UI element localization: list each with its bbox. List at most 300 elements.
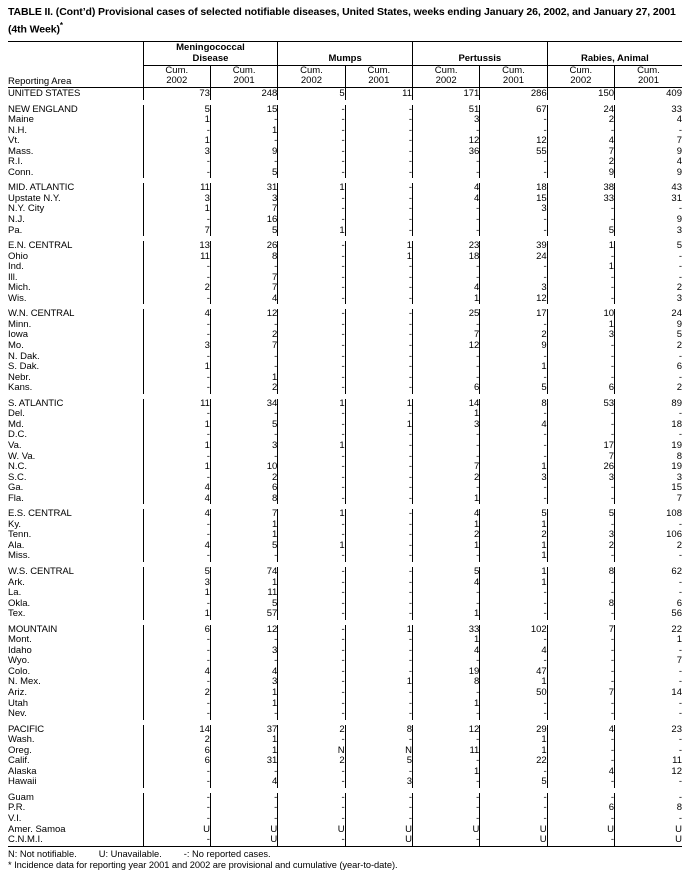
row-value-cell: 4	[143, 667, 210, 678]
table-body	[8, 87, 682, 846]
row-value-cell: 1	[143, 588, 210, 599]
footnote-legend-line	[8, 849, 682, 861]
row-area-label: Ind.	[8, 261, 24, 273]
row-value-cell: -	[480, 793, 547, 804]
row-value-cell: 55	[480, 147, 547, 158]
row-value-cell: 7	[547, 625, 614, 636]
row-value-cell: -	[480, 409, 547, 420]
row-value-cell: -	[143, 677, 210, 688]
table-header	[8, 41, 682, 87]
row-value-cell: 6	[143, 625, 210, 636]
row-value-cell: -	[412, 814, 479, 825]
row-value-cell: -	[412, 756, 479, 767]
row-area-label: Maine	[8, 114, 34, 126]
row-value-cell: 12	[615, 767, 682, 778]
row-value-cell: 1	[143, 420, 210, 431]
row-value-cell: 4	[143, 494, 210, 505]
row-value-cell: -	[143, 520, 210, 531]
row-value-cell: 5	[480, 777, 547, 788]
row-value-cell: -	[412, 793, 479, 804]
row-value-cell: -	[345, 147, 412, 158]
row-value-cell: -	[412, 835, 479, 846]
row-value-cell: 1	[143, 441, 210, 452]
row-value-cell: -	[547, 635, 614, 646]
row-value-cell: -	[345, 599, 412, 610]
row-value-cell: -	[278, 105, 345, 116]
header-men-cum-2001-line1: Cum.	[232, 64, 256, 76]
table-row	[8, 273, 682, 284]
row-area-label: Ky.	[8, 518, 22, 530]
row-value-cell: 5	[210, 168, 277, 179]
row-value-cell: 34	[210, 399, 277, 410]
row-value-cell: -	[480, 709, 547, 720]
header-group-mumps	[278, 41, 413, 65]
row-value-cell: 5	[278, 87, 345, 100]
row-value-cell: -	[143, 157, 210, 168]
row-value-cell: 39	[480, 241, 547, 252]
row-value-cell: 11	[412, 746, 479, 757]
table-row	[8, 656, 682, 667]
row-value-cell: -	[210, 635, 277, 646]
row-area-label: N. Dak.	[8, 350, 40, 362]
row-value-cell: 150	[547, 87, 614, 100]
row-area-label: C.N.M.I.	[8, 835, 143, 846]
row-value-cell: 1	[480, 677, 547, 688]
row-value-cell: -	[345, 352, 412, 363]
row-value-cell: 1	[480, 551, 547, 562]
row-value-cell: -	[547, 494, 614, 505]
row-value-cell: 37	[210, 725, 277, 736]
row-value-cell: 1	[143, 362, 210, 373]
row-area-label: Nev.	[8, 708, 27, 720]
row-value-cell: -	[345, 341, 412, 352]
row-area-label: Guam	[8, 791, 34, 803]
row-value-cell: -	[615, 204, 682, 215]
row-value-cell: -	[345, 656, 412, 667]
row-value-cell: 24	[480, 252, 547, 263]
row-value-cell: 2	[480, 530, 547, 541]
page-title-superscript: *	[59, 21, 63, 30]
row-value-cell: U	[210, 835, 277, 846]
row-value-cell: -	[615, 735, 682, 746]
row-value-cell: 2	[480, 330, 547, 341]
row-area-label: Ala.	[8, 539, 25, 551]
row-value-cell: 1	[278, 441, 345, 452]
table-row	[8, 803, 682, 814]
row-value-cell: 1	[345, 252, 412, 263]
row-value-cell: 12	[412, 725, 479, 736]
row-value-cell: -	[345, 183, 412, 194]
table-row	[8, 430, 682, 441]
table-row	[8, 462, 682, 473]
row-value-cell: -	[412, 430, 479, 441]
header-sub-row	[8, 65, 682, 87]
row-value-cell: 1	[480, 362, 547, 373]
header-group-pertussis-line1: Pertussis	[458, 52, 502, 64]
row-value-cell: -	[345, 699, 412, 710]
header-men-cum-2001	[210, 65, 277, 87]
table-row	[8, 352, 682, 363]
table-row	[8, 452, 682, 463]
row-value-cell: 5	[412, 567, 479, 578]
row-value-cell: 1	[210, 530, 277, 541]
row-value-cell: -	[615, 777, 682, 788]
row-value-cell: -	[345, 588, 412, 599]
row-value-cell: -	[412, 373, 479, 384]
table-row	[8, 262, 682, 273]
row-value-cell: -	[345, 373, 412, 384]
row-value-cell: -	[480, 126, 547, 137]
table-row	[8, 241, 682, 252]
row-value-cell: 6	[547, 803, 614, 814]
row-value-cell: 1	[210, 126, 277, 137]
row-value-cell: 1	[547, 262, 614, 273]
row-value-cell: 33	[547, 194, 614, 205]
row-value-cell: 4	[615, 157, 682, 168]
row-value-cell: 89	[615, 399, 682, 410]
row-value-cell: 31	[210, 183, 277, 194]
row-value-cell: -	[547, 735, 614, 746]
row-value-cell: 2	[615, 341, 682, 352]
row-area-label: W.S. CENTRAL	[8, 565, 74, 577]
row-value-cell: -	[480, 609, 547, 620]
row-area-label: E.S. CENTRAL	[8, 508, 72, 520]
row-value-cell: -	[345, 609, 412, 620]
row-value-cell: -	[345, 578, 412, 589]
row-value-cell: 8	[210, 494, 277, 505]
row-value-cell: -	[143, 168, 210, 179]
row-value-cell: -	[480, 588, 547, 599]
row-value-cell: 3	[143, 147, 210, 158]
table-row	[8, 320, 682, 331]
row-value-cell: 12	[480, 294, 547, 305]
table-row	[8, 341, 682, 352]
row-value-cell: 5	[210, 226, 277, 237]
row-value-cell: 11	[143, 183, 210, 194]
row-value-cell: -	[345, 530, 412, 541]
row-value-cell: 1	[278, 541, 345, 552]
header-mumps-cum-2001-line2: 2001	[368, 75, 390, 86]
row-value-cell: -	[412, 688, 479, 699]
row-value-cell: -	[278, 252, 345, 263]
row-value-cell: -	[547, 588, 614, 599]
row-value-cell: 4	[412, 509, 479, 520]
row-value-cell: -	[278, 803, 345, 814]
row-area-label: Wash.	[8, 734, 35, 746]
row-value-cell: -	[615, 273, 682, 284]
row-value-cell: 8	[615, 803, 682, 814]
row-value-cell: -	[480, 599, 547, 610]
table-row	[8, 409, 682, 420]
row-value-cell: -	[412, 551, 479, 562]
row-area-label: Iowa	[8, 329, 29, 341]
notifiable-diseases-table	[8, 41, 682, 847]
row-value-cell: 2	[210, 473, 277, 484]
row-value-cell: -	[345, 362, 412, 373]
row-value-cell: -	[210, 551, 277, 562]
table-row	[8, 147, 682, 158]
row-value-cell: 18	[412, 252, 479, 263]
row-value-cell: 4	[615, 115, 682, 126]
row-value-cell: -	[210, 320, 277, 331]
row-value-cell: -	[547, 126, 614, 137]
row-value-cell: -	[143, 793, 210, 804]
row-value-cell: 7	[547, 688, 614, 699]
row-value-cell: U	[615, 825, 682, 836]
row-value-cell: -	[278, 126, 345, 137]
table-row	[8, 204, 682, 215]
row-value-cell: 3	[345, 777, 412, 788]
row-value-cell: -	[547, 756, 614, 767]
row-value-cell: 24	[615, 309, 682, 320]
row-value-cell: 5	[210, 541, 277, 552]
row-value-cell: -	[210, 814, 277, 825]
row-value-cell: -	[412, 362, 479, 373]
row-value-cell: 1	[412, 494, 479, 505]
row-value-cell: -	[345, 541, 412, 552]
row-value-cell: 1	[143, 462, 210, 473]
row-value-cell: -	[278, 473, 345, 484]
row-value-cell: 43	[615, 183, 682, 194]
row-area-label: Mont.	[8, 634, 32, 646]
row-value-cell: 3	[547, 473, 614, 484]
row-value-cell: 31	[210, 756, 277, 767]
row-value-cell: -	[143, 699, 210, 710]
header-pert-cum-2001-line2: 2001	[502, 75, 525, 86]
row-value-cell: -	[547, 430, 614, 441]
row-value-cell: -	[345, 635, 412, 646]
row-value-cell: 19	[412, 667, 479, 678]
row-value-cell: -	[345, 320, 412, 331]
row-value-cell: 14	[615, 688, 682, 699]
row-value-cell: 12	[412, 341, 479, 352]
row-value-cell: -	[345, 283, 412, 294]
row-value-cell: -	[143, 126, 210, 137]
row-value-cell: -	[480, 262, 547, 273]
row-value-cell: -	[345, 814, 412, 825]
row-area-label: S. ATLANTIC	[8, 397, 64, 409]
row-value-cell: -	[278, 494, 345, 505]
row-value-cell: 7	[210, 509, 277, 520]
row-value-cell: -	[480, 452, 547, 463]
row-value-cell: -	[278, 157, 345, 168]
row-value-cell: -	[547, 341, 614, 352]
row-area-label: Vt.	[8, 135, 20, 147]
row-value-cell: 1	[480, 462, 547, 473]
row-value-cell: -	[615, 409, 682, 420]
row-value-cell: -	[547, 609, 614, 620]
table-row	[8, 551, 682, 562]
header-mumps-cum-2002-line1: Cum.	[300, 64, 323, 76]
row-value-cell: 1	[345, 625, 412, 636]
row-value-cell: U	[615, 835, 682, 846]
row-value-cell: 2	[615, 283, 682, 294]
row-value-cell: 4	[547, 767, 614, 778]
row-value-cell: 3	[615, 226, 682, 237]
row-value-cell: 1	[412, 520, 479, 531]
row-value-cell: -	[143, 803, 210, 814]
row-value-cell: -	[412, 168, 479, 179]
row-value-cell: 2	[278, 756, 345, 767]
table-row	[8, 168, 682, 179]
header-pert-cum-2002-line2: 2002	[435, 75, 457, 86]
row-value-cell: 2	[547, 541, 614, 552]
row-value-cell: -	[143, 767, 210, 778]
row-area-label: N.Y. City	[8, 203, 45, 215]
table-row	[8, 688, 682, 699]
row-value-cell: -	[278, 483, 345, 494]
row-value-cell: 9	[480, 341, 547, 352]
row-value-cell: -	[547, 667, 614, 678]
row-value-cell: 1	[345, 677, 412, 688]
row-value-cell: 9	[615, 320, 682, 331]
row-value-cell: -	[278, 352, 345, 363]
row-value-cell: -	[547, 483, 614, 494]
header-men-cum-2001-line2: 2001	[233, 75, 255, 86]
row-value-cell: -	[547, 835, 614, 846]
row-value-cell: 1	[480, 567, 547, 578]
row-value-cell: -	[278, 241, 345, 252]
row-value-cell: -	[345, 462, 412, 473]
row-value-cell: -	[278, 699, 345, 710]
header-reporting-area: Reporting Area	[8, 65, 143, 87]
row-value-cell: -	[210, 115, 277, 126]
row-value-cell: 409	[615, 87, 682, 100]
row-value-cell: -	[278, 567, 345, 578]
row-value-cell: 4	[547, 136, 614, 147]
row-value-cell: -	[480, 494, 547, 505]
row-value-cell: -	[547, 793, 614, 804]
row-value-cell: -	[143, 262, 210, 273]
table-row	[8, 725, 682, 736]
row-value-cell: -	[615, 352, 682, 363]
row-value-cell: -	[480, 699, 547, 710]
row-value-cell: -	[143, 294, 210, 305]
table-row	[8, 330, 682, 341]
header-group-mumps-line1: Mumps	[328, 52, 362, 64]
row-value-cell: 1	[547, 320, 614, 331]
row-value-cell: -	[345, 226, 412, 237]
row-value-cell: -	[480, 814, 547, 825]
row-value-cell: 6	[143, 756, 210, 767]
row-value-cell: -	[547, 656, 614, 667]
row-value-cell: -	[615, 699, 682, 710]
row-value-cell: 4	[547, 725, 614, 736]
row-value-cell: -	[143, 646, 210, 657]
table-row	[8, 588, 682, 599]
row-value-cell: 36	[412, 147, 479, 158]
table-row	[8, 599, 682, 610]
row-value-cell: U	[345, 825, 412, 836]
row-area-label: Utah	[8, 697, 29, 709]
row-value-cell: 248	[210, 87, 277, 100]
row-value-cell: 5	[480, 509, 547, 520]
row-value-cell: 3	[615, 473, 682, 484]
header-group-rabies-line1: Rabies, Animal	[580, 52, 649, 64]
row-value-cell: 1	[143, 204, 210, 215]
row-value-cell: 1	[412, 767, 479, 778]
header-pert-cum-2001-line1: Cum.	[502, 64, 525, 76]
row-value-cell: -	[480, 803, 547, 814]
row-value-cell: 9	[615, 168, 682, 179]
row-value-cell: 73	[143, 87, 210, 100]
row-value-cell: 171	[412, 87, 479, 100]
row-value-cell: -	[143, 352, 210, 363]
row-area-label: Alaska	[8, 765, 37, 777]
row-area-label: MOUNTAIN	[8, 623, 58, 635]
row-value-cell: 2	[547, 115, 614, 126]
row-value-cell: 6	[143, 746, 210, 757]
row-value-cell: 22	[480, 756, 547, 767]
table-row	[8, 530, 682, 541]
table-row	[8, 756, 682, 767]
row-value-cell: -	[143, 452, 210, 463]
row-value-cell: 2	[615, 541, 682, 552]
row-value-cell: -	[412, 441, 479, 452]
row-area-label: Del.	[8, 408, 25, 420]
row-value-cell: -	[547, 283, 614, 294]
row-value-cell: 22	[615, 625, 682, 636]
footnote-legend-dash: -: No reported cases.	[183, 848, 271, 859]
row-value-cell: -	[412, 262, 479, 273]
row-value-cell: -	[278, 735, 345, 746]
row-value-cell: -	[143, 409, 210, 420]
header-group-pertussis	[412, 41, 547, 65]
row-value-cell: 5	[547, 226, 614, 237]
row-area-label: D.C.	[8, 429, 27, 441]
page-title	[0, 0, 690, 37]
row-value-cell: 4	[210, 294, 277, 305]
row-value-cell: -	[345, 262, 412, 273]
row-value-cell: 5	[480, 383, 547, 394]
row-value-cell: 6	[210, 483, 277, 494]
row-value-cell: -	[210, 767, 277, 778]
row-value-cell: 7	[547, 147, 614, 158]
row-value-cell: -	[412, 204, 479, 215]
table-row	[8, 362, 682, 373]
footnote-legend-u: U: Unavailable.	[98, 848, 162, 859]
table-row	[8, 667, 682, 678]
table-row	[8, 625, 682, 636]
row-value-cell: -	[547, 551, 614, 562]
row-value-cell: 7	[615, 656, 682, 667]
row-area-label: N. Mex.	[8, 676, 41, 688]
table-row	[8, 567, 682, 578]
row-value-cell: -	[615, 520, 682, 531]
row-area-label: Kans.	[8, 382, 33, 394]
row-area-label: Hawaii	[8, 776, 37, 788]
row-value-cell: 12	[210, 309, 277, 320]
row-area-label: Okla.	[8, 597, 31, 609]
row-area-label: Fla.	[8, 492, 24, 504]
row-value-cell: -	[143, 709, 210, 720]
row-area-label: La.	[8, 587, 22, 599]
row-value-cell: 1	[412, 409, 479, 420]
row-value-cell: -	[615, 373, 682, 384]
row-value-cell: -	[345, 309, 412, 320]
row-value-cell: 2	[412, 473, 479, 484]
row-value-cell: 9	[615, 215, 682, 226]
row-value-cell: 4	[412, 646, 479, 657]
table-row	[8, 105, 682, 116]
row-value-cell: -	[278, 599, 345, 610]
table-row	[8, 494, 682, 505]
row-value-cell: 3	[547, 530, 614, 541]
row-value-cell: -	[480, 430, 547, 441]
row-value-cell: -	[278, 709, 345, 720]
row-value-cell: -	[345, 494, 412, 505]
row-value-cell: 1	[210, 735, 277, 746]
